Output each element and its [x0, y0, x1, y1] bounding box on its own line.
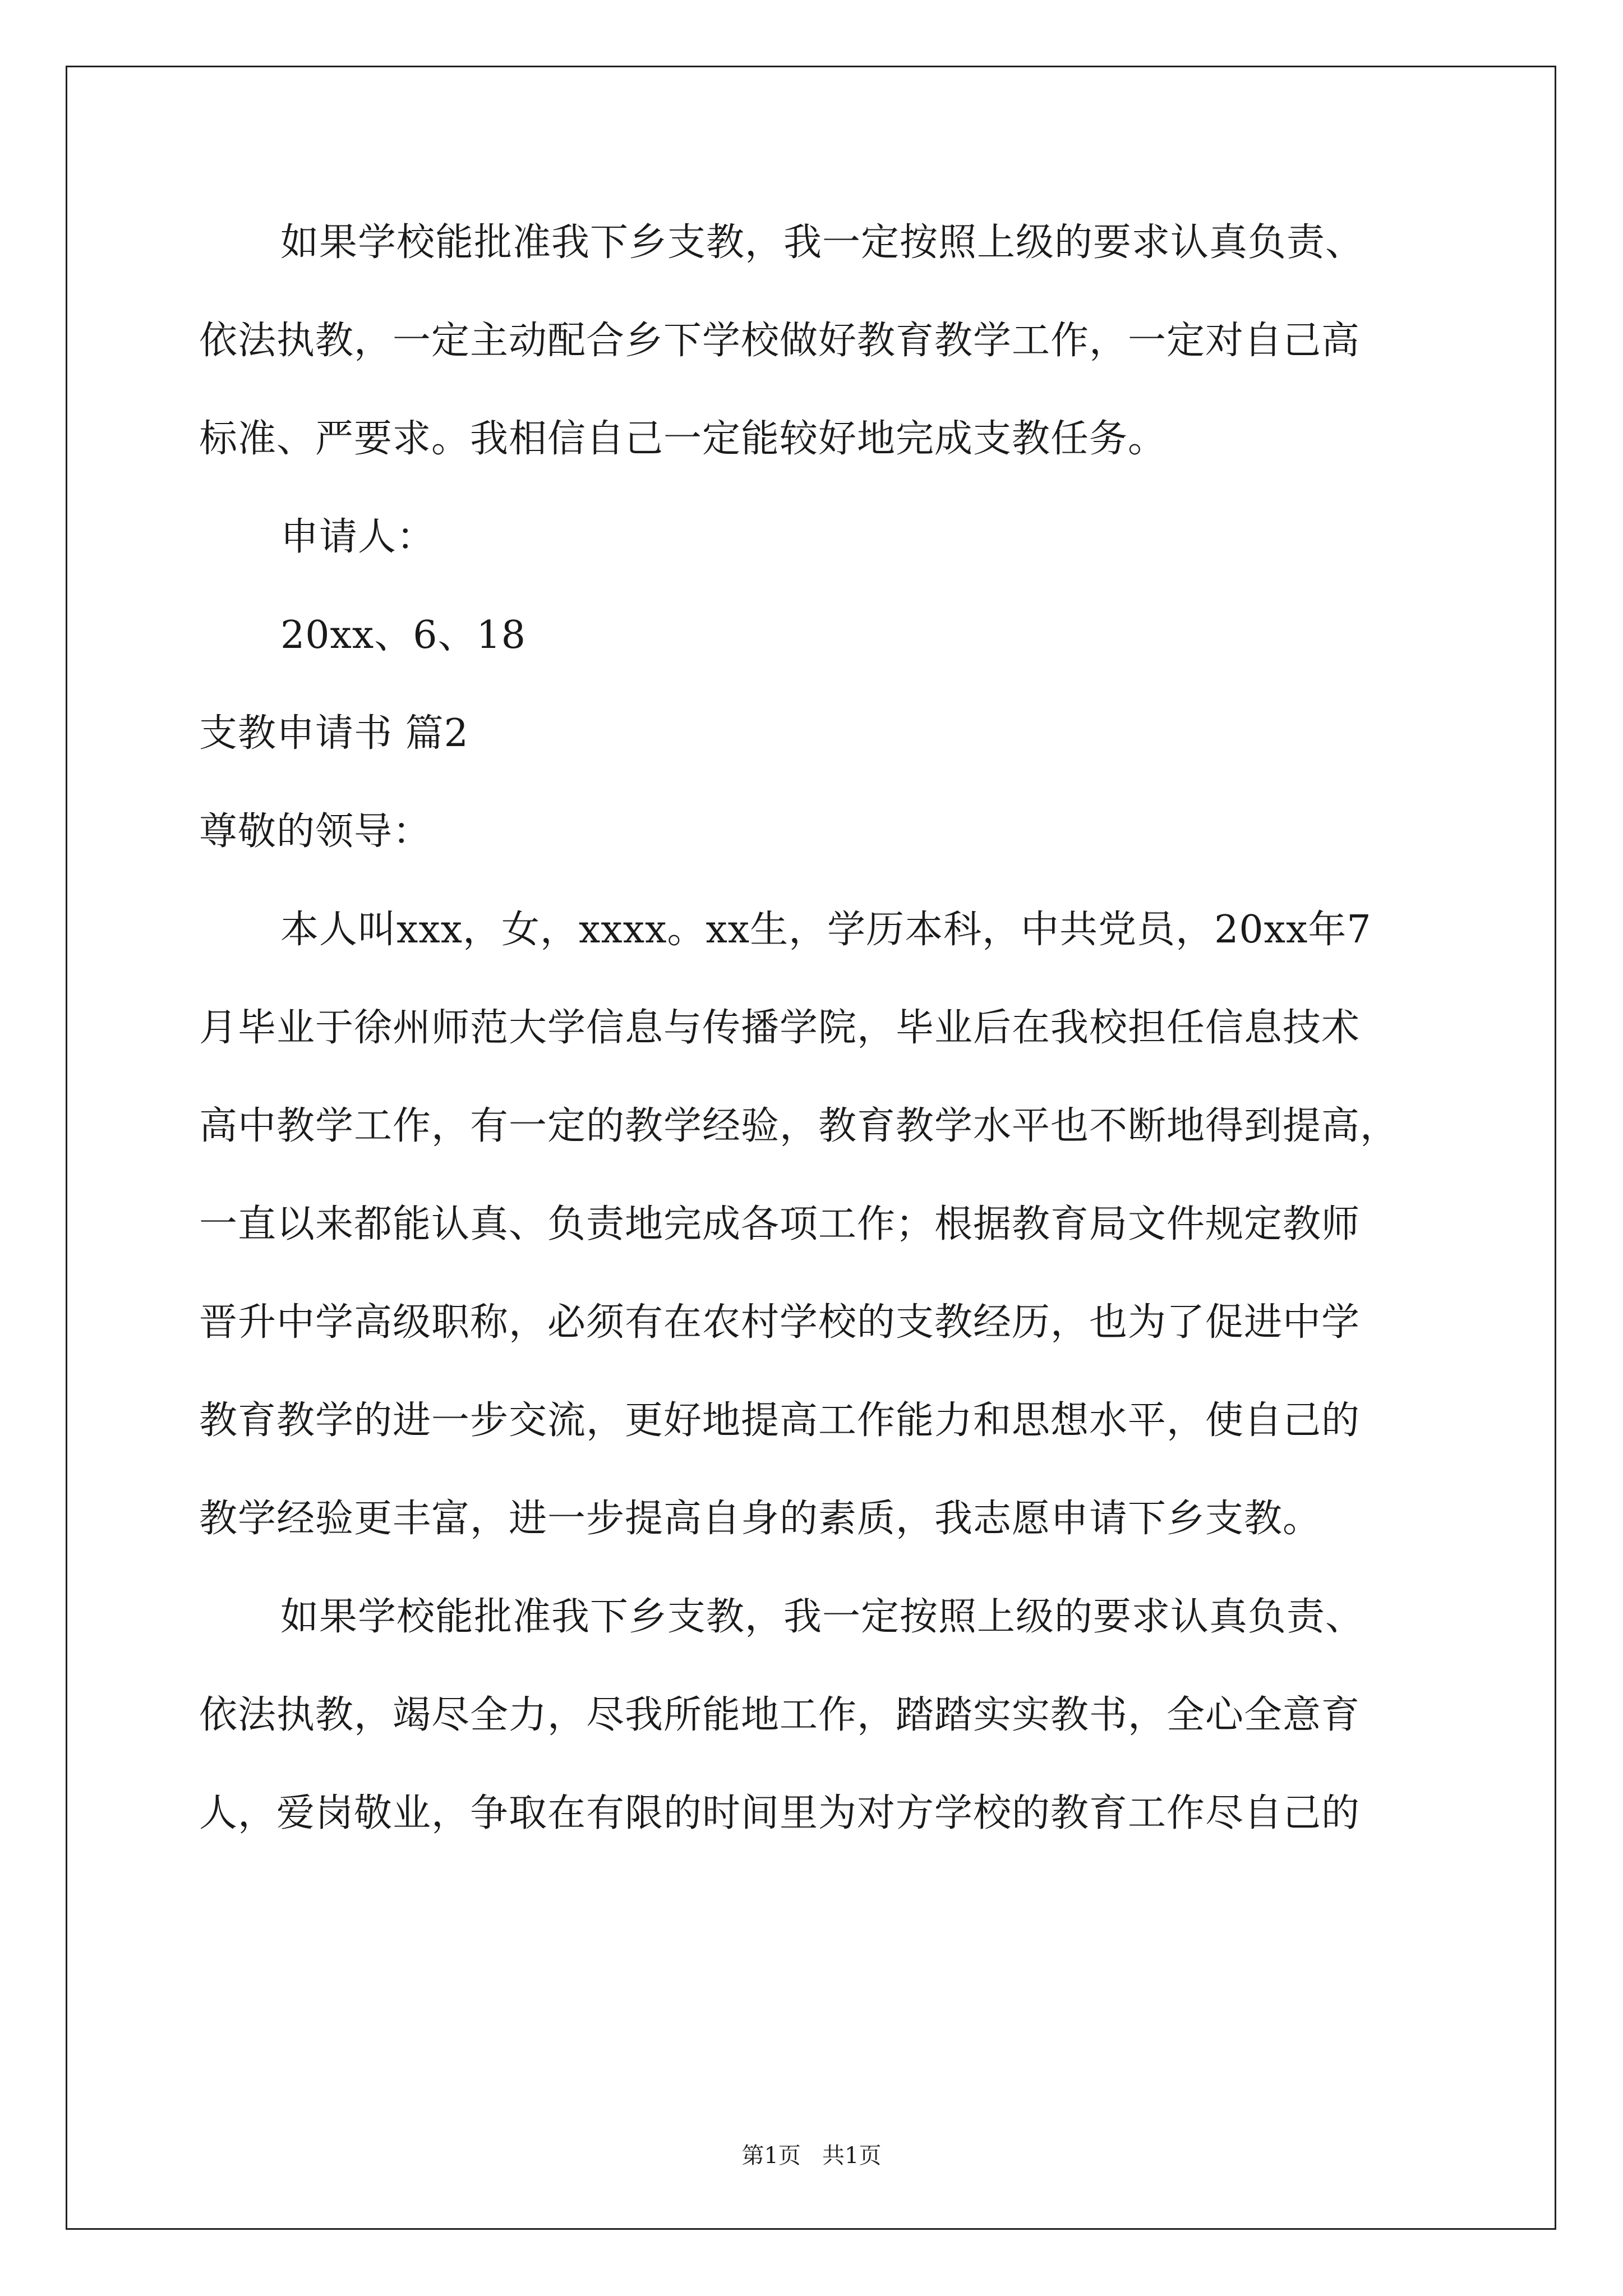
paragraph-line: 依法执教，一定主动配合乡下学校做好教育教学工作，一定对自己高	[199, 319, 1361, 363]
paragraph-line: 依法执教，竭尽全力，尽我所能地工作，踏踏实实教书，全心全意育	[199, 1693, 1361, 1737]
paragraph-line: 人，爱岗敬业，争取在有限的时间里为对方学校的教育工作尽自己的	[199, 1791, 1361, 1835]
paragraph-line: 一直以来都能认真、负责地完成各项工作；根据教育局文件规定教师	[199, 1202, 1361, 1246]
paragraph-line: 晋升中学高级职称，必须有在农村学校的支教经历，也为了促进中学	[199, 1300, 1361, 1345]
paragraph-line: 高中教学工作，有一定的教学经验，教育教学水平也不断地得到提高，	[199, 1104, 1399, 1148]
paragraph-line: 月毕业于徐州师范大学信息与传播学院，毕业后在我校担任信息技术	[199, 1006, 1361, 1050]
paragraph-line: 本人叫xxx，女，xxxx。xx生，学历本科，中共党员，20xx年7	[280, 908, 1372, 952]
salutation: 尊敬的领导：	[199, 809, 432, 854]
date-line: 20xx、6、18	[280, 613, 527, 657]
paragraph-line: 如果学校能批准我下乡支教，我一定按照上级的要求认真负责、	[280, 1595, 1364, 1639]
paragraph-line: 如果学校能批准我下乡支教，我一定按照上级的要求认真负责、	[280, 220, 1364, 265]
paragraph-line: 教学经验更丰富，进一步提高自身的素质，我志愿申请下乡支教。	[199, 1497, 1322, 1541]
paragraph-line: 标准、严要求。我相信自己一定能较好地完成支教任务。	[199, 417, 1167, 461]
page-number: 第1页 共1页	[741, 2143, 882, 2169]
paragraph-line: 教育教学的进一步交流，更好地提高工作能力和思想水平，使自己的	[199, 1398, 1361, 1443]
applicant-label: 申请人：	[280, 515, 436, 559]
section-heading: 支教申请书 篇2	[199, 711, 469, 756]
